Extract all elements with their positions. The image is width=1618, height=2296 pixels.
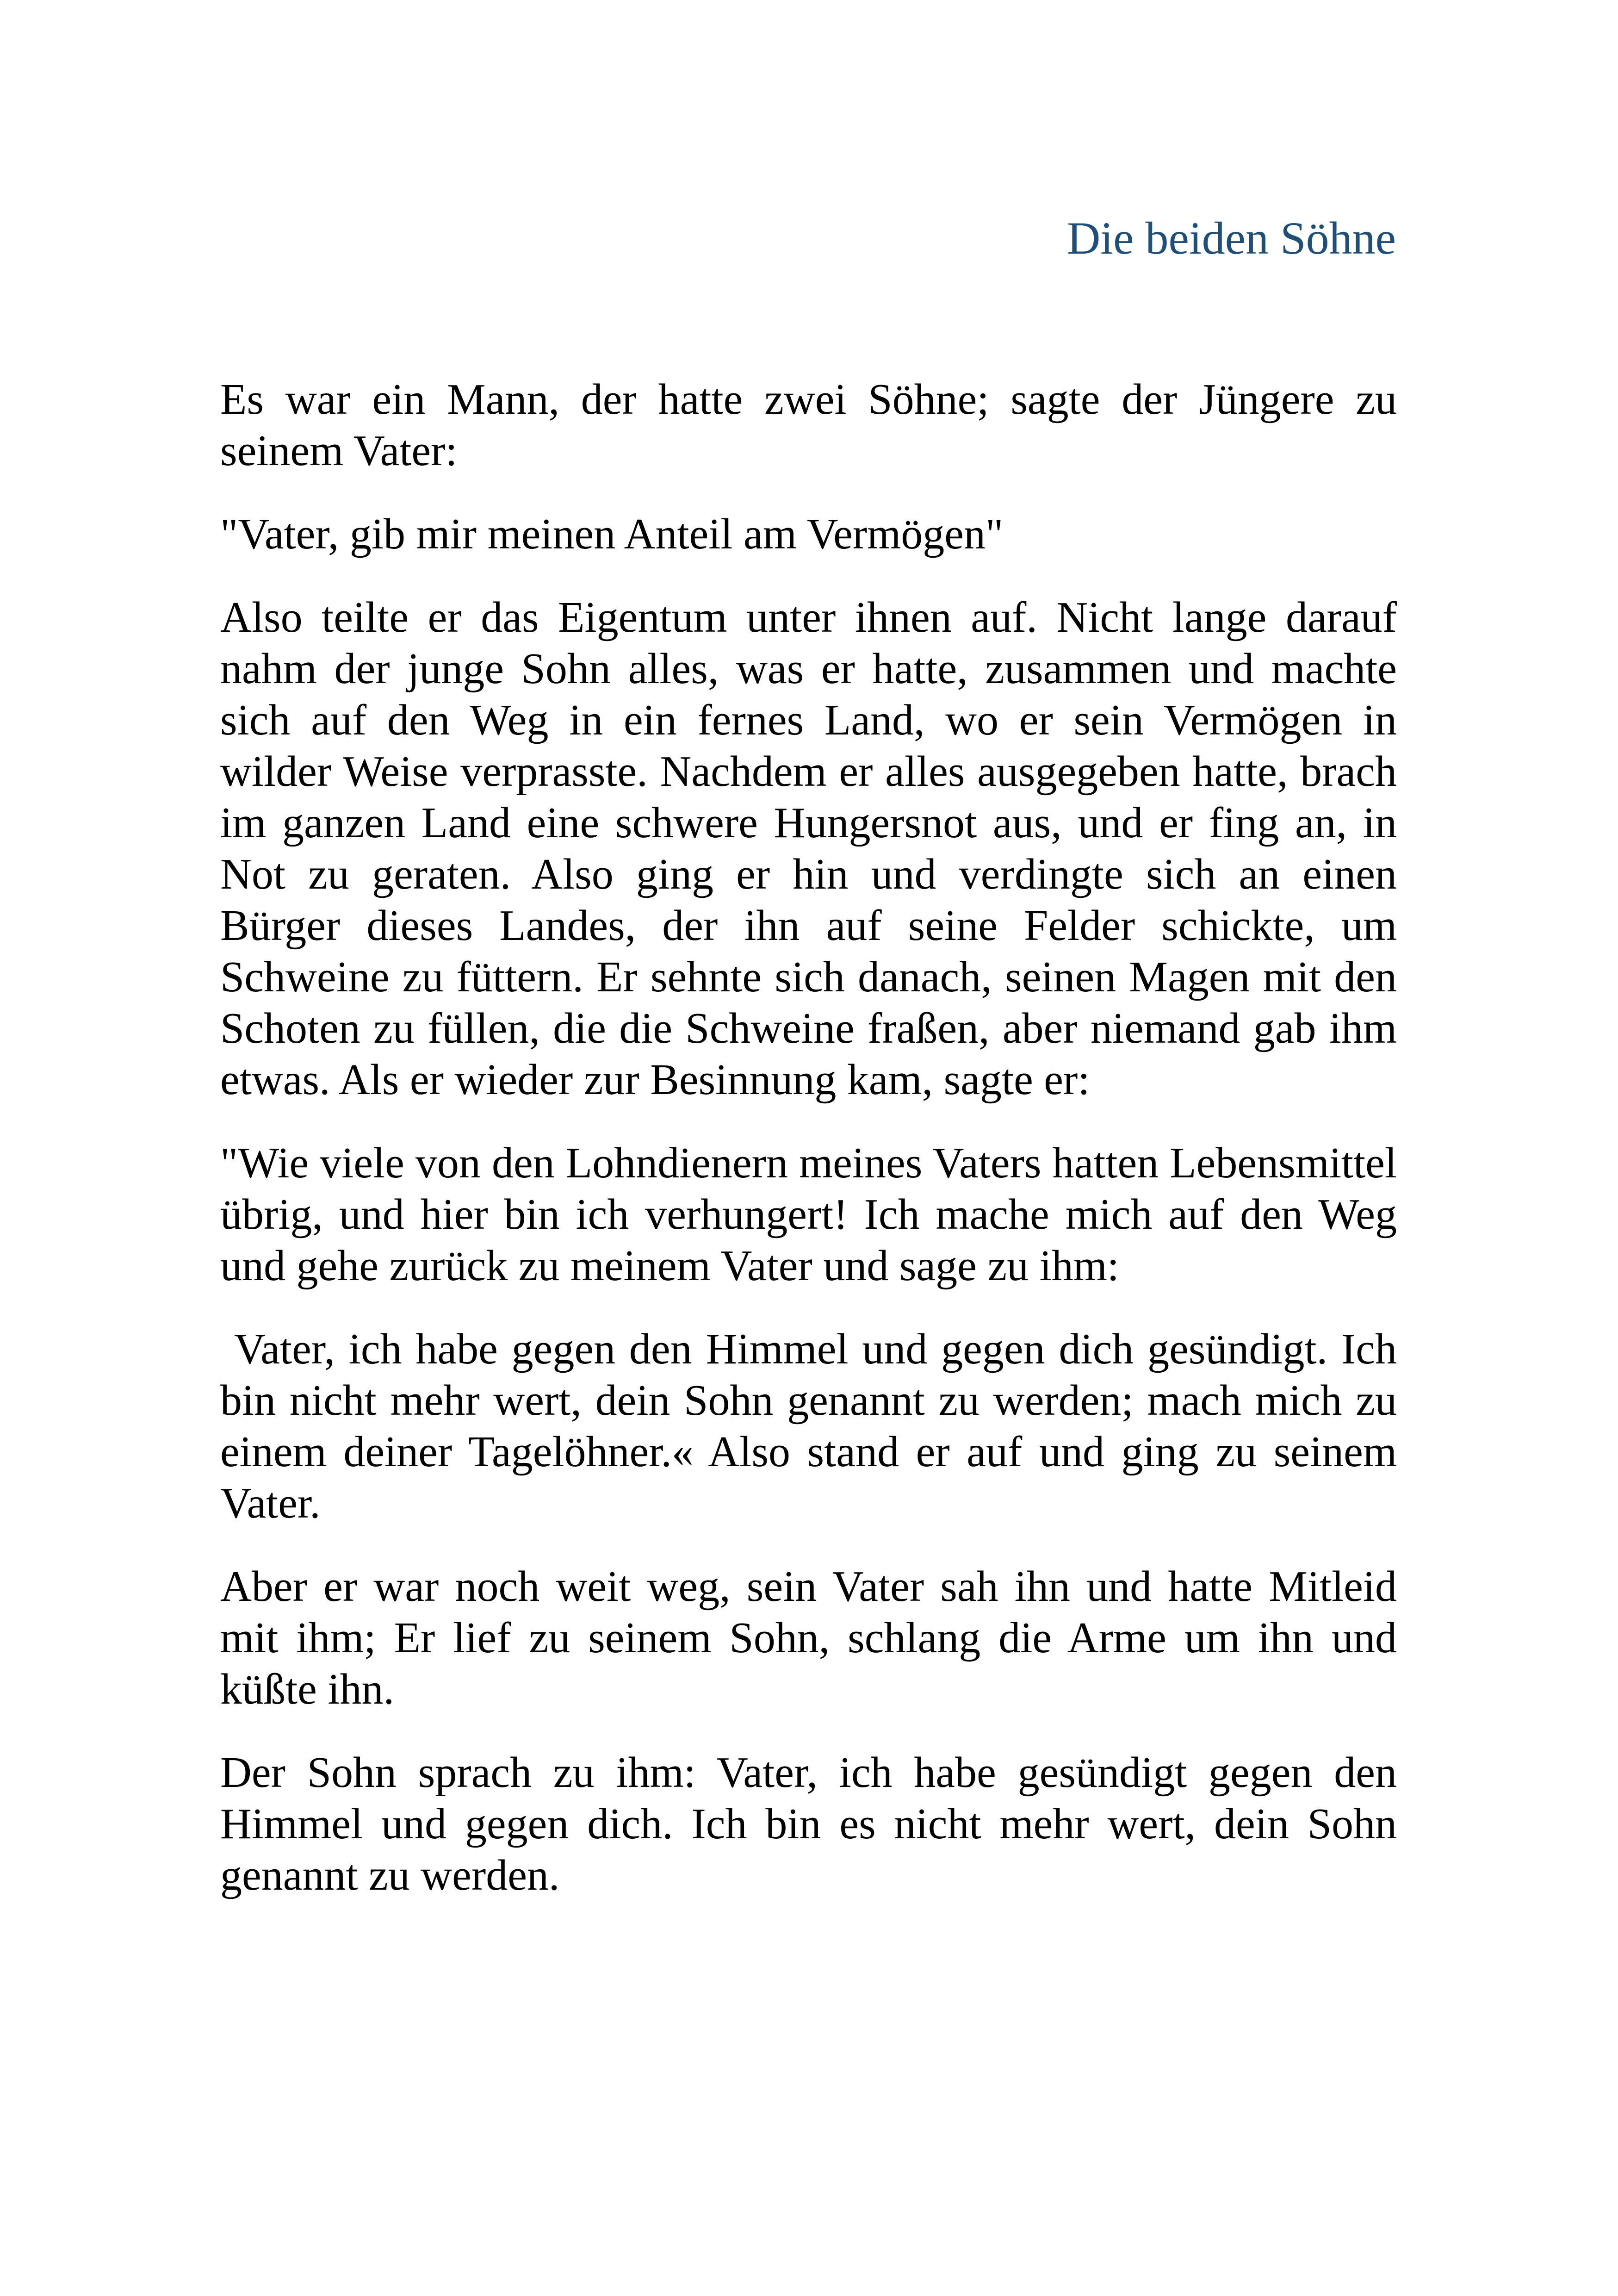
document-body (220, 374, 1408, 1933)
paragraph-5: Vater, ich habe gegen den Himmel und gegen dich gesündigt. Ich bin nicht mehr wert, dein Sohn genannt zu werden; mach mich zu einem deiner Tagelöhner.« Also stand er auf und ging zu seinem Vater. (220, 1325, 1408, 1527)
page-title: Die beiden Söhne (1067, 212, 1396, 264)
paragraph-4: "Wie viele von den Lohndienern meines Vaters hatten Lebensmittel übrig, und hier bin ich verhungert! Ich mache mich auf den Weg und gehe zurück zu meinem Vater und sage zu ihm: (220, 1139, 1397, 1290)
paragraph-3: Also teilte er das Eigentum unter ihnen auf. Nicht lange darauf nahm der junge Sohn alles, was er hatte, zusammen und machte sich auf den Weg in ein fernes Land, wo er sein Vermögen in wilder Weise verprasste. Nachdem er alles ausgegeben hatte, brach im ganzen Land eine schwere Hungersnot aus, und er fing an, in Not zu geraten. Also ging er hin und verdingte sich an einen Bürger dieses Landes, der ihn auf seine Felder schickte, um Schweine zu füttern. Er sehnte sich danach, seinen Magen mit den Schoten zu füllen, die die Schweine fraßen, aber niemand gab ihm etwas. Als er wieder zur Besinnung kam, sagte er: (220, 593, 1397, 1104)
paragraph-2: "Vater, gib mir meinen Anteil am Vermögen" (220, 510, 1004, 558)
paragraph-1: Es war ein Mann, der hatte zwei Söhne; sagte der Jüngere zu seinem Vater: (220, 375, 1397, 475)
paragraph-6: Aber er war noch weit weg, sein Vater sah ihn und hatte Mitleid mit ihm; Er lief zu seinem Sohn, schlang die Arme um ihn und küßte ihn. (220, 1562, 1397, 1713)
paragraph-7: Der Sohn sprach zu ihm: Vater, ich habe gesündigt gegen den Himmel und gegen dich. Ich bin es nicht mehr wert, dein Sohn genannt zu werden. (220, 1748, 1397, 1899)
